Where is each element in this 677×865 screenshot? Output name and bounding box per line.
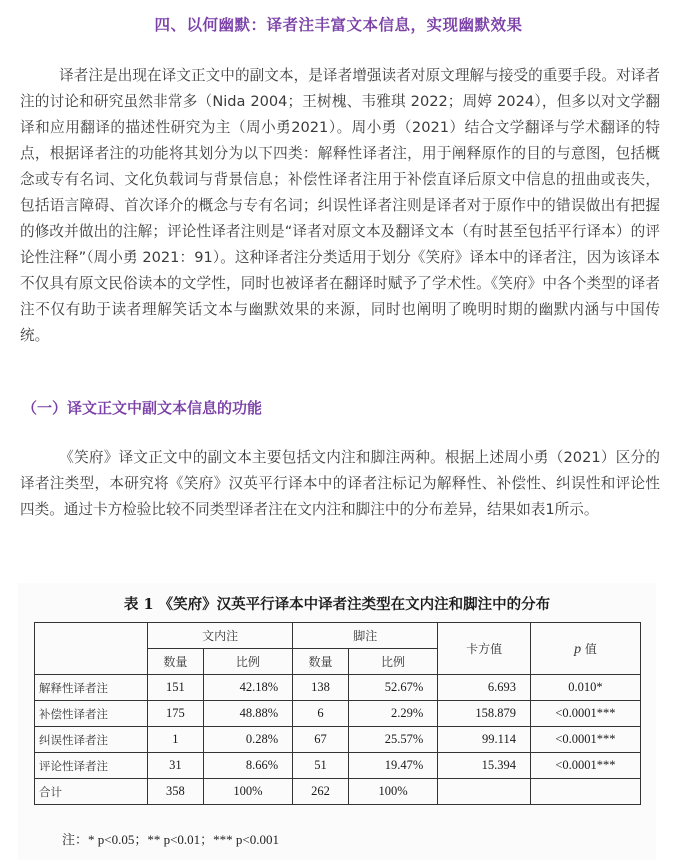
footnote-ratio: 19.47% <box>348 753 438 779</box>
intext-ratio: 0.28% <box>203 727 293 753</box>
p-value: 0.010* <box>530 675 640 701</box>
footnote-ratio: 52.67% <box>348 675 438 701</box>
chi-square-value: 158.879 <box>438 701 531 727</box>
p-value: <0.0001*** <box>530 727 640 753</box>
footnote-ratio: 25.57% <box>348 727 438 753</box>
p-suffix: 值 <box>581 641 597 656</box>
footnote-count: 138 <box>293 675 349 701</box>
paragraph-1-text: 译者注是出现在译文正文中的副文本，是译者增强读者对原文理解与接受的重要手段。对译者注的讨论和研究虽然非常多（Nida 2004；王树槐、韦雅琪 2022；周婷 2024），但多以对文学翻译和应用翻译的描述性研究为主（周小勇2021）。周小勇（2021）结合文学翻译与学术翻译的特点，根据译者注的功能将其划分为以下四类：解释性译者注，用于阐释原作的目的与意图，包括概念或专有名词、文化负载词与背景信息；补偿性译者注用于补偿直译后原文中信息的扭曲或丧失，包括语言障碍、首次译介的概念与专有名词；纠误性译者注则是译者对于原作中的错误做出有把握的修改并做出的注解；评论性译者注则是“译者对原文本及翻译文本（有时甚至包括平行译本）的评论性注释”（周小勇 2021：91）。这种译者注分类适用于划分《笑府》译本中的译者注，因为该译本不仅具有原文民俗读本的文学性，同时也被译者在翻译时赋予了学术性。《笑府》中各个类型的译者注不仅有助于读者理解笑话文本与幽默效果的来源，同时也阐明了晚明时期的幽默内涵与中国传统。 <box>20 67 660 344</box>
row-label: 评论性译者注 <box>35 753 148 779</box>
chi-square-value <box>438 779 531 805</box>
table-row <box>35 727 641 753</box>
table-figure <box>18 583 656 860</box>
row-label: 解释性译者注 <box>35 675 148 701</box>
footnote-count: 262 <box>293 779 349 805</box>
row-label: 纠误性译者注 <box>35 727 148 753</box>
p-symbol: p <box>574 641 582 657</box>
subheader-intext-count: 数量 <box>148 649 204 675</box>
p-value: <0.0001*** <box>530 701 640 727</box>
header-chi-square: 卡方值 <box>438 623 531 675</box>
footnote-ratio: 2.29% <box>348 701 438 727</box>
intext-ratio: 100% <box>203 779 293 805</box>
footnote-count: 6 <box>293 701 349 727</box>
table-row <box>35 753 641 779</box>
table-caption: 表 1 《笑府》汉英平行译本中译者注类型在文内注和脚注中的分布 <box>123 596 551 613</box>
footnote-count: 51 <box>293 753 349 779</box>
distribution-table <box>34 622 641 805</box>
intext-count: 358 <box>148 779 204 805</box>
chi-square-value: 99.114 <box>438 727 531 753</box>
table-header-row <box>35 623 641 649</box>
intext-count: 1 <box>148 727 204 753</box>
paragraph-2-text: 《笑府》译文正文中的副文本主要包括文内注和脚注两种。根据上述周小勇（2021）区分的译者注类型，本研究将《笑府》汉英平行译本中的译者注标记为解释性、补偿性、纠误性和评论性四类。通过卡方检验比较不同类型译者注在文内注和脚注中的分布差异，结果如表1所示。 <box>20 449 660 518</box>
header-empty-cell <box>35 623 148 675</box>
table-note: 注：* p<0.05；** p<0.01；*** p<0.001 <box>62 832 279 847</box>
intext-ratio: 42.18% <box>203 675 293 701</box>
intext-ratio: 8.66% <box>203 753 293 779</box>
intext-count: 151 <box>148 675 204 701</box>
section-heading: 四、以何幽默：译者注丰富文本信息，实现幽默效果 <box>154 16 523 34</box>
subheader-intext-ratio: 比例 <box>203 649 293 675</box>
header-footnotes: 脚注 <box>293 623 438 649</box>
subheader-footnote-count: 数量 <box>293 649 349 675</box>
subsection-heading: （一）译文正文中副文本信息的功能 <box>22 399 263 417</box>
row-label: 合计 <box>35 779 148 805</box>
chi-square-value: 15.394 <box>438 753 531 779</box>
body-paragraph-1 <box>20 63 660 349</box>
table-row <box>35 675 641 701</box>
chi-square-value: 6.693 <box>438 675 531 701</box>
header-p-value <box>530 623 640 675</box>
footnote-count: 67 <box>293 727 349 753</box>
table-total-row <box>35 779 641 805</box>
body-paragraph-2 <box>20 445 660 523</box>
table-row <box>35 701 641 727</box>
intext-count: 175 <box>148 701 204 727</box>
header-intext-notes: 文内注 <box>148 623 293 649</box>
footnote-ratio: 100% <box>348 779 438 805</box>
p-value <box>530 779 640 805</box>
intext-ratio: 48.88% <box>203 701 293 727</box>
subheader-footnote-ratio: 比例 <box>348 649 438 675</box>
intext-count: 31 <box>148 753 204 779</box>
p-value: <0.0001*** <box>530 753 640 779</box>
row-label: 补偿性译者注 <box>35 701 148 727</box>
